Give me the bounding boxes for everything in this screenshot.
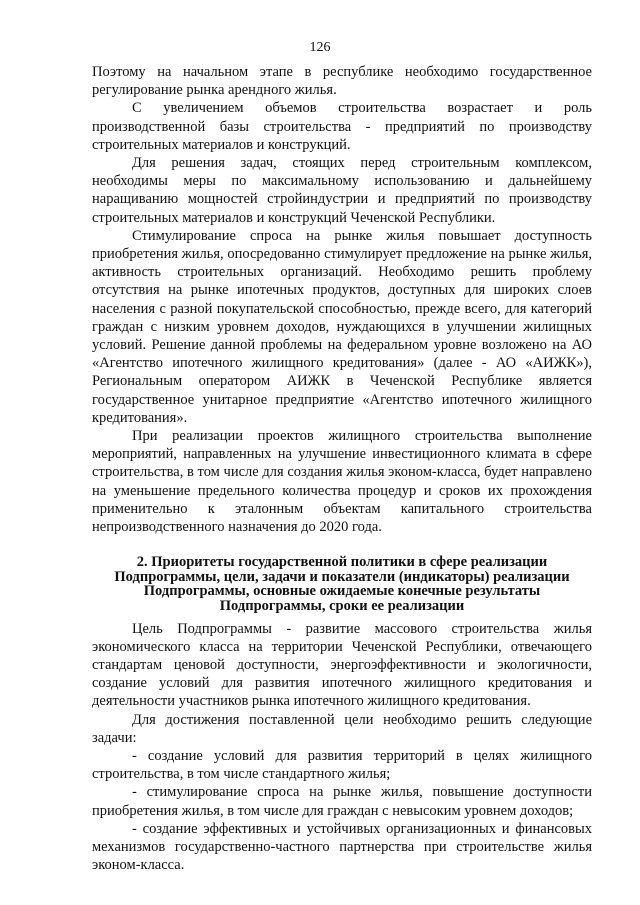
list-item: - создание условий для развития территорий в целях жилищного строительства, в том числе стандартного жилья; xyxy=(92,748,592,783)
paragraph: Поэтому на начальном этапе в республике необходимо государственное регулирование рынка арендного жилья. xyxy=(92,64,592,99)
list-item: - создание эффективных и устойчивых организационных и финансовых механизмов государственно-частного партнерства при строительстве жилья эконом-класса. xyxy=(92,820,592,874)
page-number: 126 xyxy=(309,40,331,55)
paragraph: Для решения задач, стоящих перед строительным комплексом, необходимы меры по максимальному использованию и дальнейшему наращиванию мощностей стройиндустрии и предприятий по производству строительных материалов и конструкций Чеченской Республики. xyxy=(92,155,592,226)
paragraph: Цель Подпрограммы - развитие массового строительства жилья экономического класса на территории Чеченской Республики, отвечающего стандартам ценовой доступности, энергоэффективности и экологичности, создание условий для развития ипотечного жилищного кредитования и деятельности участников рынка ипотечного жилищного кредитования. xyxy=(92,620,592,710)
paragraph: Стимулирование спроса на рынке жилья повышает доступность приобретения жилья, опосредованно стимулирует предложение на рынке жилья, активность строительных организаций. Необходимо решить проблему отсутствия на рынке ипотечных продуктов, доступных для широких слоев населения с разной покупательской способностью, прежде всего, для категорий граждан с низким уровнем доходов, нуждающихся в улучшении жилищных условий. Решение данной проблемы на федеральном уровне возложено на АО «Агентство ипотечного жилищного кредитования» (далее - АО «АИЖК»), Региональным оператором АИЖК в Чеченской Республике является государственное унитарное предприятие «Агентство ипотечного жилищного кредитования». xyxy=(92,227,592,426)
paragraph: Для достижения поставленной цели необходимо решить следующие задачи: xyxy=(92,711,592,746)
paragraph: С увеличением объемов строительства возрастает и роль производственной базы строительства - предприятий по производству строительных материалов и конструкций. xyxy=(92,100,592,153)
list-item: - стимулирование спроса на рынке жилья, повышение доступности приобретения жилья, в том числе для граждан с невысоким уровнем доходов; xyxy=(92,784,592,819)
paragraph: При реализации проектов жилищного строительства выполнение мероприятий, направленных на улучшение инвестиционного климата в сфере строительства, в том числе для создания жилья эконом-класса, будет направлено на уменьшение предельного количества процедур и сроков их прохождения применительно к эталонным объектам капитального строительства непроизводственного назначения до 2020 года. xyxy=(92,428,592,536)
section-heading: 2. Приоритеты государственной политики в сфере реализации Подпрограммы, цели, задачи и показатели (индикаторы) реализации Подпрограммы, основные ожидаемые конечные результаты Подпрограммы, сроки ее реализации xyxy=(114,554,570,615)
page-content xyxy=(92,63,592,875)
